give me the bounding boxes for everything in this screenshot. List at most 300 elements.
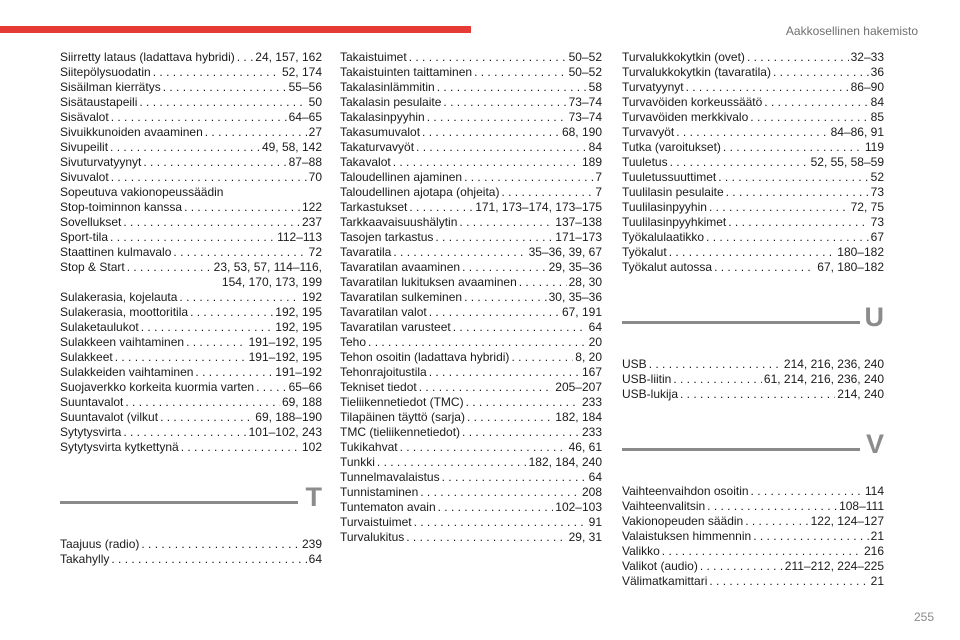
dot-leader [429,305,560,320]
index-term: Tunnistaminen [340,485,419,499]
index-term: Tarkkaavaisuushälytin [340,215,458,229]
dot-leader [427,110,567,125]
dot-leader [141,537,300,552]
dot-leader [467,410,553,425]
dot-leader [474,65,567,80]
index-pages: 208 [581,485,602,499]
index-term: Sivuvalot [60,170,109,184]
dot-leader [256,380,287,395]
index-pages: 64 [588,320,602,334]
index-term: Turvalukkokytkin (ovet) [622,50,745,64]
index-term: Turvalukkokytkin (tavaratila) [622,65,771,79]
index-pages: 72 [308,245,322,259]
index-entry [340,140,602,155]
index-pages: 7 [595,185,602,199]
index-term: USB [622,357,647,371]
accent-bar [0,26,471,33]
index-entry [340,155,602,170]
index-term: Turvaistuimet [340,515,412,529]
index-entry [340,215,602,230]
index-term: Tunnelmavalaistus [340,470,440,484]
index-entry [60,335,322,350]
dot-leader [680,387,835,402]
index-pages-continued: 154, 170, 173, 199 [221,275,322,289]
index-term: Työkalulaatikko [622,230,705,244]
index-term: Sivupeilit [60,140,109,154]
index-pages: 167 [581,365,602,379]
index-pages: 102 [301,440,322,454]
dot-leader [153,65,280,80]
index-term: Sulaketaulukot [60,320,139,334]
index-term: Siitepölysuodatin [60,65,151,79]
index-entry [60,395,322,410]
index-entry [622,215,884,230]
index-pages: 191–192 [275,365,322,379]
dot-leader [686,80,849,95]
index-term: Tuulilasinpyyhkimet [622,215,727,229]
index-pages: 21 [870,574,884,588]
index-pages: 27 [308,125,322,139]
index-term: Siirretty lataus (ladattava hybridi) [60,50,235,64]
index-entry [622,170,884,185]
dot-leader [714,260,815,275]
dot-leader [409,200,473,215]
section-letter: U [864,302,884,332]
index-term: Taloudellinen ajaminen [340,170,463,184]
section-divider [622,448,860,451]
index-entry [60,170,322,185]
index-pages: 239 [301,537,322,551]
index-pages: 52, 174 [281,65,322,79]
index-entry [340,125,602,140]
index-pages: 70 [308,170,322,184]
dot-leader [669,245,836,260]
dot-leader [143,155,286,170]
index-entry [60,125,322,140]
index-pages: 69, 188 [281,395,322,409]
dot-leader [141,320,274,335]
dot-leader [419,380,554,395]
index-pages: 64–65 [288,110,322,124]
index-pages: 23, 53, 57, 114–116, [213,260,322,274]
dot-leader [429,365,580,380]
index-pages: 50–52 [568,50,602,64]
index-pages: 35–36, 39, 67 [528,245,602,259]
dot-leader [115,350,247,365]
index-entry [340,380,602,395]
index-pages: 191–192, 195 [248,335,322,349]
section-header [622,424,884,472]
index-entry [340,320,602,335]
dot-leader [173,245,306,260]
dot-leader [726,185,869,200]
index-term: Takalasin pesulaite [340,95,442,109]
index-entry [622,260,884,275]
index-entry [60,410,322,425]
index-term: Takasumuvalot [340,125,421,139]
index-term: Takalasinpyyhin [340,110,425,124]
dot-leader [466,395,580,410]
index-entry [340,530,602,545]
dot-leader [123,215,300,230]
dot-leader [237,50,254,65]
index-entry [340,365,602,380]
index-pages: 122 [301,200,322,214]
index-pages: 86–90 [850,80,884,94]
dot-leader [111,552,306,567]
index-entry [340,170,602,185]
index-pages: 7 [595,170,602,184]
index-entry [60,50,322,65]
index-pages: 182, 184, 240 [528,455,602,469]
index-entry [622,230,884,245]
index-entry [60,380,322,395]
index-term: Sivuturvatyynyt [60,155,142,169]
index-term: Sulakerasia, moottoritila [60,305,189,319]
index-entry [622,110,884,125]
dot-leader [676,125,828,140]
index-pages: 191–192, 195 [248,350,322,364]
index-column-1 [60,50,322,567]
index-term: Suuntavalot (vilkut [60,410,159,424]
index-pages: 61, 214, 216, 236, 240 [763,372,884,386]
index-term: Valaistuksen himmennin [622,529,752,543]
dot-leader [110,230,275,245]
index-term: Sport-tila [60,230,109,244]
index-term: Takahylly [60,552,110,566]
dot-leader [420,485,580,500]
index-term: Turvatyynyt [622,80,684,94]
index-entry [340,515,602,530]
dot-leader [160,410,253,425]
index-entry [340,500,602,515]
index-entry [340,485,602,500]
index-term: Sytytysvirta kytkettynä [60,440,179,454]
index-pages: 84–86, 91 [830,125,884,139]
index-entry [622,125,884,140]
index-term: Staattinen kulmavalo [60,245,172,259]
index-term: USB-lukija [622,387,679,401]
index-term: Sulakkeiden vaihtaminen [60,365,194,379]
index-pages: 192 [301,290,322,304]
index-entry [60,185,322,200]
index-pages: 29, 31 [568,530,602,544]
index-pages: 67, 191 [561,305,602,319]
index-pages: 72, 75 [850,200,884,214]
dot-leader [464,290,547,305]
index-entry [622,357,884,372]
index-pages: 36 [870,65,884,79]
index-pages: 85 [870,110,884,124]
dot-leader [706,230,869,245]
index-pages: 69, 188–190 [255,410,322,424]
index-column-3 [622,50,884,589]
index-entry [60,350,322,365]
index-entry [60,95,322,110]
dot-leader [459,215,553,230]
index-term: Tuulilasinpyyhin [622,200,707,214]
dot-leader [700,559,783,574]
index-pages: 67 [870,230,884,244]
index-entry [622,484,884,499]
index-entry [622,574,884,589]
index-term: Tehonrajoitustila [340,365,427,379]
index-pages: 55–56 [288,80,322,94]
index-term: Tavaratilan varusteet [340,320,451,334]
index-pages: 29, 35–36 [548,260,602,274]
index-pages: 68, 190 [561,125,602,139]
dot-leader [728,215,868,230]
index-pages: 73 [870,185,884,199]
dot-leader [393,245,526,260]
index-entry [340,470,602,485]
index-pages: 24, 157, 162 [255,50,322,64]
dot-leader [750,110,868,125]
index-entry [60,305,322,320]
dot-leader [519,275,567,290]
index-pages: 237 [301,215,322,229]
index-pages: 233 [581,425,602,439]
index-term: Tuuletussuuttimet [622,170,717,184]
index-pages: 30, 35–36 [548,290,602,304]
index-term: Sopeutuva vakionopeussäädin [60,185,224,199]
dot-leader [205,125,307,140]
index-pages: 52 [870,170,884,184]
index-term: Sivuikkunoiden avaaminen [60,125,203,139]
dot-leader [414,515,587,530]
index-term: Työkalut [622,245,667,259]
dot-leader [662,544,862,559]
dot-leader [435,230,553,245]
index-term: Suojaverkko korkeita kuormia varten [60,380,255,394]
index-term: TMC (tieliikennetiedot) [340,425,461,439]
dot-leader [438,500,554,515]
index-term: Suuntavalot [60,395,124,409]
index-term: Työkalut autossa [622,260,713,274]
index-entry [60,552,322,567]
index-pages: 137–138 [555,215,602,229]
index-entry [60,200,322,215]
index-entry [60,245,322,260]
index-term: Välimatkamittari [622,574,708,588]
index-entry [60,290,322,305]
dot-leader [709,574,868,589]
dot-leader [377,455,527,470]
index-term: Tuntematon avain [340,500,436,514]
dot-leader [751,484,863,499]
index-entry [340,440,602,455]
index-entry [340,455,602,470]
dot-leader [400,440,567,455]
index-pages: 112–113 [277,230,322,244]
index-term: Tarkastukset [340,200,408,214]
section-header [60,477,322,525]
index-entry [60,440,322,455]
index-pages: 102–103 [555,500,602,514]
dot-leader [747,50,849,65]
index-entry [622,372,884,387]
index-pages: 205–207 [555,380,602,394]
index-entry [340,50,602,65]
index-term: Sytytysvirta [60,425,122,439]
dot-leader [673,372,762,387]
index-pages: 67, 180–182 [817,260,884,274]
index-entry [622,544,884,559]
index-entry [340,395,602,410]
index-term: Taajuus (radio) [60,537,140,551]
index-term: Turvavöiden korkeussäätö [622,95,763,109]
index-entry [622,65,884,80]
index-term: Tavaratilan sulkeminen [340,290,463,304]
index-pages: 189 [581,155,602,169]
index-entry [340,95,602,110]
index-entry [340,65,602,80]
dot-leader [462,425,580,440]
dot-leader [437,80,587,95]
index-pages: 52, 55, 58–59 [810,155,884,169]
index-pages: 108–111 [839,499,884,513]
index-entry [60,140,322,155]
dot-leader [125,395,280,410]
index-term: Sulakerasia, kojelauta [60,290,178,304]
index-entry [340,410,602,425]
index-pages: 171–173 [555,230,602,244]
dot-leader [190,305,273,320]
index-pages: 180–182 [837,245,884,259]
dot-leader [718,170,868,185]
dot-leader [393,155,580,170]
index-entry [340,185,602,200]
index-entry [60,365,322,380]
dot-leader [707,499,837,514]
index-pages: 32–33 [850,50,884,64]
index-term: Vaihteenvaihdon osoitin [622,484,749,498]
index-term: Tutka (varoitukset) [622,140,721,154]
index-term: Tavaratila [340,245,392,259]
index-term: Turvavöiden merkkivalo [622,110,749,124]
index-entry [60,155,322,170]
index-pages: 216 [863,544,884,558]
dot-leader [462,260,547,275]
dot-leader [139,95,306,110]
index-entry [622,80,884,95]
dot-leader [764,95,868,110]
section-letter: T [305,482,322,512]
index-term: Valikko [622,544,660,558]
dot-leader [195,365,273,380]
index-column-2 [340,50,602,545]
index-entry [622,155,884,170]
index-term: Takaturvavyöt [340,140,415,154]
index-pages: 28, 30 [568,275,602,289]
index-pages: 114 [864,484,884,498]
index-entry [60,215,322,230]
index-term: Sisävalot [60,110,109,124]
dot-leader [422,125,560,140]
index-pages: 192, 195 [275,320,322,334]
index-pages: 84 [588,140,602,154]
dot-leader [163,80,287,95]
dot-leader [179,290,300,305]
index-entry [340,80,602,95]
index-term: Tekniset tiedot [340,380,417,394]
index-pages: 65–66 [288,380,322,394]
index-term: Taloudellinen ajotapa (ohjeita) [340,185,500,199]
index-entry [622,245,884,260]
index-entry [60,80,322,95]
index-pages: 214, 240 [837,387,884,401]
dot-leader [753,529,868,544]
dot-leader [442,470,587,485]
dot-leader [443,95,566,110]
index-term: Sovellukset [60,215,122,229]
index-entry [622,514,884,529]
index-term: Tuuletus [622,155,668,169]
index-pages: 73–74 [568,95,602,109]
index-term: Takaistuinten taittaminen [340,65,473,79]
section-letter: V [865,429,884,459]
index-entry [622,529,884,544]
index-term: Tehon osoitin (ladattava hybridi) [340,350,510,364]
index-term: Tilapäinen täyttö (sarja) [340,410,465,424]
index-entry [340,230,602,245]
index-pages: 50–52 [568,65,602,79]
dot-leader [501,185,593,200]
index-entry [622,499,884,514]
dot-leader [181,440,300,455]
index-entry [622,50,884,65]
index-entry [60,110,322,125]
dot-leader [453,320,587,335]
index-term: Sulakkeet [60,350,113,364]
dot-leader [649,357,782,372]
index-entry [340,290,602,305]
index-entry [340,425,602,440]
index-term: Valikot (audio) [622,559,698,573]
index-entry [622,95,884,110]
dot-leader [709,200,849,215]
index-pages: 87–88 [288,155,322,169]
index-term: USB-liitin [622,372,672,386]
index-term: Teho [340,335,367,349]
index-entry [340,245,602,260]
index-entry [60,260,322,275]
index-pages: 84 [870,95,884,109]
index-entry [340,335,602,350]
index-pages: 211–212, 224–225 [784,559,884,573]
index-term: Vakionopeuden säädin [622,514,744,528]
index-pages: 21 [870,529,884,543]
index-entry [60,537,322,552]
index-pages: 91 [588,515,602,529]
index-pages: 73 [870,215,884,229]
dot-leader [464,170,593,185]
index-entry [340,305,602,320]
index-pages: 214, 216, 236, 240 [783,357,884,371]
index-term: Takavalot [340,155,391,169]
index-pages: 192, 195 [275,305,322,319]
index-pages: 20 [588,335,602,349]
dot-leader [127,260,212,275]
dot-leader [723,140,863,155]
index-pages: 46, 61 [568,440,602,454]
page-header-title: Aakkosellinen hakemisto [785,24,918,38]
index-pages: 64 [588,470,602,484]
section-header [622,297,884,345]
dot-leader [409,50,567,65]
index-entry [622,140,884,155]
dot-leader [110,140,260,155]
